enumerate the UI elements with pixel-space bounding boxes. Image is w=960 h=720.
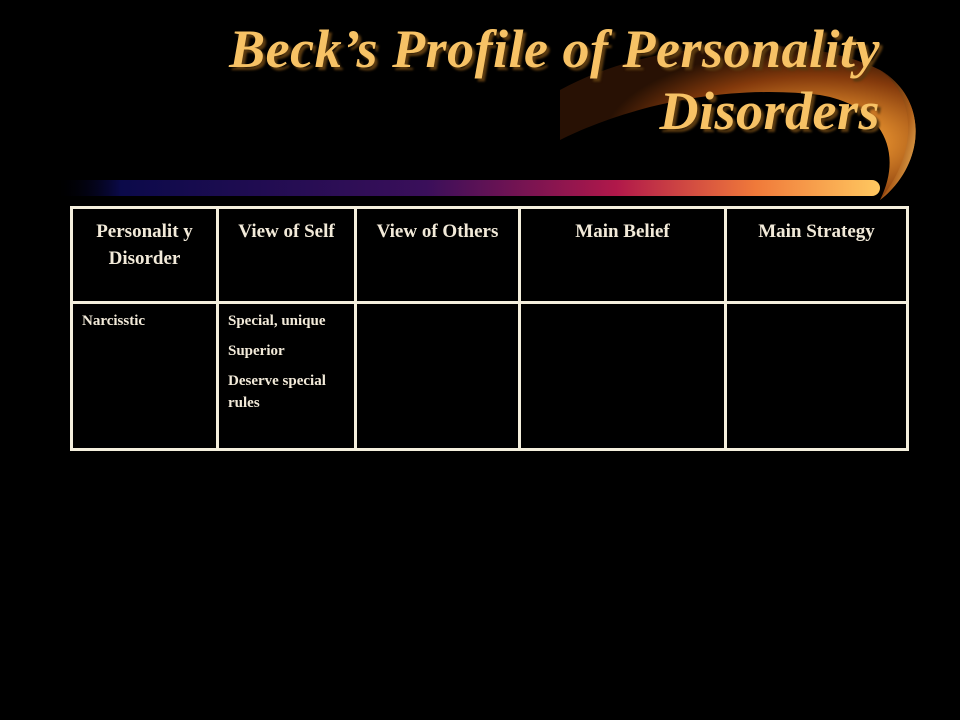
title-line-2: Disorders [659,81,880,141]
column-header-personality-disorder: Personalit y Disorder [72,208,218,303]
column-header-view-of-others: View of Others [356,208,520,303]
swoosh-bar [55,180,880,196]
view-of-self-item: Special, unique [228,313,326,329]
table-row [72,303,908,450]
cell-disorder: Narcisstic [72,303,218,450]
column-header-main-strategy: Main Strategy [726,208,908,303]
table-header-row [72,208,908,303]
cell-main-strategy [726,303,908,450]
column-header-view-of-self: View of Self [218,208,356,303]
view-of-self-item: Superior [228,343,285,359]
view-of-self-item: Deserve special rules [228,373,326,411]
cell-main-belief [520,303,726,450]
cell-view-of-self [218,303,356,450]
slide-title [150,18,880,142]
cell-view-of-others [356,303,520,450]
profile-table-container [70,206,906,451]
title-line-1: Beck’s Profile of Personality [229,19,880,79]
profile-table [70,206,909,451]
column-header-main-belief: Main Belief [520,208,726,303]
